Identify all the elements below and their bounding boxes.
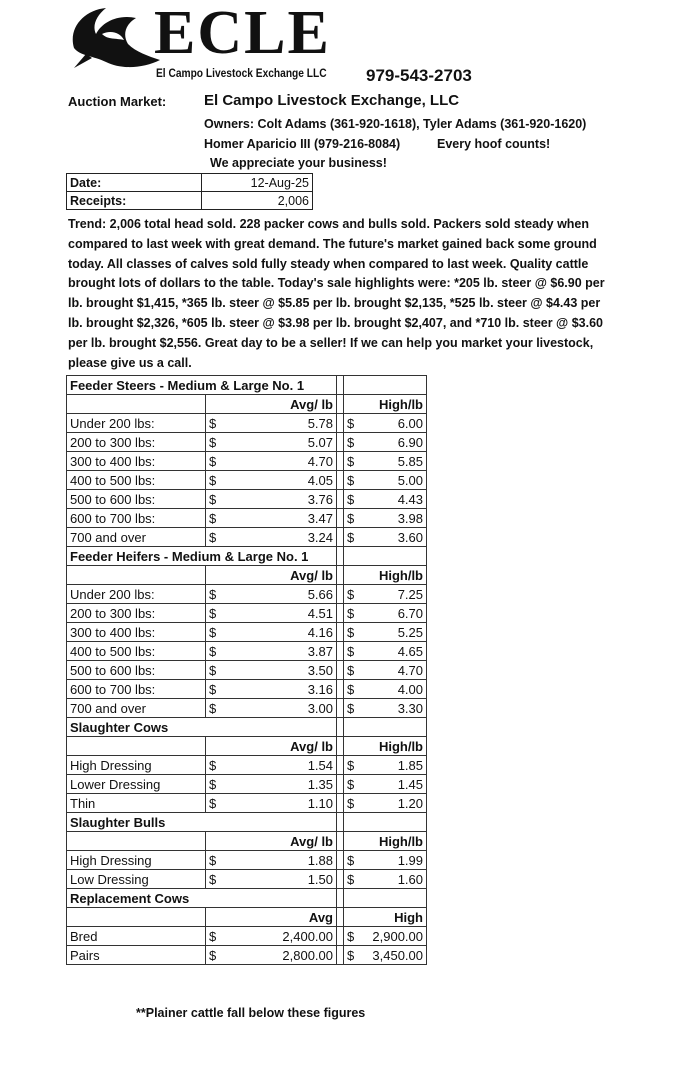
dollar-sign: $: [347, 510, 355, 526]
section-title: Feeder Heifers - Medium & Large No. 1: [67, 547, 337, 566]
footnote: **Plainer cattle fall below these figures: [136, 1006, 366, 1020]
high-price-cell: [344, 680, 427, 699]
avg-header: Avg: [206, 908, 337, 927]
avg-price-cell: [206, 414, 337, 433]
spacer-cell: [337, 395, 344, 414]
avg-price: 4.05: [307, 472, 333, 488]
high-price: 5.85: [397, 453, 423, 469]
date-label: Date:: [67, 174, 202, 192]
high-header: High/lb: [344, 395, 427, 414]
table-row: [67, 775, 427, 794]
dollar-sign: $: [347, 529, 355, 545]
spacer-cell: [337, 433, 344, 452]
high-price-cell: [344, 623, 427, 642]
column-header-row: [67, 566, 427, 585]
avg-price-cell: [206, 927, 337, 946]
spacer-cell: [337, 699, 344, 718]
avg-price: 1.10: [307, 795, 333, 811]
high-price-cell: [344, 775, 427, 794]
weight-class-label: 200 to 300 lbs:: [67, 604, 206, 623]
section-title-row: [67, 718, 427, 737]
auction-market-label: Auction Market:: [68, 94, 167, 109]
avg-price-cell: [206, 699, 337, 718]
spacer-cell: [337, 471, 344, 490]
weight-class-label: 700 and over: [67, 528, 206, 547]
avg-price-cell: [206, 528, 337, 547]
section-title: Slaughter Bulls: [67, 813, 337, 832]
spacer-cell: [337, 908, 344, 927]
high-price-cell: [344, 471, 427, 490]
table-row: [67, 756, 427, 775]
dollar-sign: $: [347, 491, 355, 507]
high-price: 7.25: [397, 586, 423, 602]
high-price: 5.00: [397, 472, 423, 488]
spacer-cell: [337, 813, 344, 832]
high-price-cell: [344, 661, 427, 680]
tagline: Every hoof counts!: [437, 137, 551, 151]
section-title-row: [67, 547, 427, 566]
market-trend-text: Trend: 2,006 total head sold. 228 packer cows and bulls sold. Packers sold steady when compared to last week with great demand. The future's market gained back some ground today. All classes of calves sold fully steady when compared to last week. Quality cattle brought lots of dollars to the table. Today's sale highlights were: *205 lb. steer @ $6.90 per lb. brought $1,415, *365 lb. steer @ $5.85 per lb. brought $2,135, *525 lb. steer @ $4.43 per lb. brought $2,326, *605 lb. steer @ $3.98 per lb. brought $2,407, and *710 lb. steer @ $3.60 per lb. brought $2,556. Great day to be a seller! If we can help you market your livestock, please give us a call.: [68, 217, 605, 370]
dollar-sign: $: [209, 776, 217, 792]
weight-class-label: 200 to 300 lbs:: [67, 433, 206, 452]
avg-price-cell: [206, 870, 337, 889]
weight-class-label: Low Dressing: [67, 870, 206, 889]
market-name: El Campo Livestock Exchange, LLC: [204, 92, 460, 109]
avg-price: 3.76: [307, 491, 333, 507]
spacer-cell: [337, 376, 344, 395]
avg-price: 1.88: [307, 852, 333, 868]
column-header-row: [67, 737, 427, 756]
high-price: 3,450.00: [372, 947, 423, 963]
owners-line-2: Homer Aparicio III (979-216-8084): [204, 137, 401, 151]
weight-class-label: Under 200 lbs:: [67, 414, 206, 433]
spacer-cell: [337, 604, 344, 623]
weight-class-label: 700 and over: [67, 699, 206, 718]
avg-price: 1.54: [307, 757, 333, 773]
avg-header: Avg/ lb: [206, 566, 337, 585]
weight-class-label: 500 to 600 lbs:: [67, 661, 206, 680]
high-header: High: [344, 908, 427, 927]
high-price-cell: [344, 642, 427, 661]
avg-price-cell: [206, 490, 337, 509]
dollar-sign: $: [209, 700, 217, 716]
high-header: High/lb: [344, 737, 427, 756]
spacer-cell: [337, 946, 344, 965]
avg-price-cell: [206, 661, 337, 680]
avg-price: 4.16: [307, 624, 333, 640]
avg-price-cell: [206, 433, 337, 452]
high-price: 3.60: [397, 529, 423, 545]
table-row: [67, 623, 427, 642]
high-price: 1.85: [397, 757, 423, 773]
spacer-cell: [337, 547, 344, 566]
high-price: 1.60: [397, 871, 423, 887]
empty-cell: [67, 832, 206, 851]
spacer-cell: [337, 832, 344, 851]
avg-price-cell: [206, 623, 337, 642]
spacer-cell: [337, 794, 344, 813]
table-row: [67, 794, 427, 813]
dollar-sign: $: [209, 852, 217, 868]
dollar-sign: $: [347, 700, 355, 716]
high-price-cell: [344, 585, 427, 604]
receipts-label: Receipts:: [67, 192, 202, 210]
high-price: 4.43: [397, 491, 423, 507]
sale-info-table: [66, 173, 313, 210]
spacer-cell: [337, 870, 344, 889]
dollar-sign: $: [209, 757, 217, 773]
high-price: 1.99: [397, 852, 423, 868]
high-price-cell: [344, 509, 427, 528]
date-row: [67, 174, 313, 192]
dollar-sign: $: [209, 491, 217, 507]
table-row: [67, 452, 427, 471]
table-row: [67, 509, 427, 528]
section-title-row: [67, 889, 427, 908]
avg-price-cell: [206, 794, 337, 813]
spacer-cell: [337, 414, 344, 433]
table-row: [67, 927, 427, 946]
empty-cell: [344, 376, 427, 395]
section-title: Feeder Steers - Medium & Large No. 1: [67, 376, 337, 395]
high-header: High/lb: [344, 566, 427, 585]
weight-class-label: Pairs: [67, 946, 206, 965]
spacer-cell: [337, 756, 344, 775]
high-price: 6.90: [397, 434, 423, 450]
dollar-sign: $: [209, 624, 217, 640]
empty-cell: [67, 395, 206, 414]
high-price: 4.65: [397, 643, 423, 659]
dollar-sign: $: [347, 605, 355, 621]
spacer-cell: [337, 718, 344, 737]
table-row: [67, 490, 427, 509]
avg-price: 3.87: [307, 643, 333, 659]
empty-cell: [344, 718, 427, 737]
weight-class-label: 600 to 700 lbs:: [67, 680, 206, 699]
spacer-cell: [337, 927, 344, 946]
dollar-sign: $: [347, 681, 355, 697]
dollar-sign: $: [347, 871, 355, 887]
table-row: [67, 680, 427, 699]
weight-class-label: Lower Dressing: [67, 775, 206, 794]
high-price: 1.45: [397, 776, 423, 792]
high-price-cell: [344, 604, 427, 623]
table-row: [67, 528, 427, 547]
dollar-sign: $: [347, 757, 355, 773]
dollar-sign: $: [209, 928, 217, 944]
high-price: 4.00: [397, 681, 423, 697]
phone-number: 979-543-2703: [366, 66, 472, 85]
table-row: [67, 471, 427, 490]
dollar-sign: $: [209, 605, 217, 621]
dollar-sign: $: [347, 415, 355, 431]
dollar-sign: $: [347, 624, 355, 640]
high-price-cell: [344, 870, 427, 889]
dollar-sign: $: [209, 947, 217, 963]
spacer-cell: [337, 452, 344, 471]
avg-price-cell: [206, 946, 337, 965]
dollar-sign: $: [347, 453, 355, 469]
column-header-row: [67, 832, 427, 851]
avg-header: Avg/ lb: [206, 395, 337, 414]
dollar-sign: $: [347, 586, 355, 602]
empty-cell: [67, 908, 206, 927]
spacer-cell: [337, 775, 344, 794]
spacer-cell: [337, 566, 344, 585]
high-header: High/lb: [344, 832, 427, 851]
high-price-cell: [344, 528, 427, 547]
dollar-sign: $: [347, 434, 355, 450]
weight-class-label: 500 to 600 lbs:: [67, 490, 206, 509]
high-price-cell: [344, 946, 427, 965]
receipts-row: [67, 192, 313, 210]
high-price: 1.20: [397, 795, 423, 811]
dollar-sign: $: [209, 871, 217, 887]
high-price-cell: [344, 794, 427, 813]
high-price-cell: [344, 756, 427, 775]
high-price-cell: [344, 452, 427, 471]
spacer-cell: [337, 509, 344, 528]
avg-price: 3.00: [307, 700, 333, 716]
avg-price: 2,400.00: [282, 928, 333, 944]
high-price: 2,900.00: [372, 928, 423, 944]
dollar-sign: $: [209, 529, 217, 545]
section-title-row: [67, 813, 427, 832]
avg-price: 5.66: [307, 586, 333, 602]
high-price-cell: [344, 414, 427, 433]
table-row: [67, 661, 427, 680]
dollar-sign: $: [209, 453, 217, 469]
dollar-sign: $: [209, 643, 217, 659]
avg-price-cell: [206, 642, 337, 661]
high-price-cell: [344, 490, 427, 509]
weight-class-label: 300 to 400 lbs:: [67, 623, 206, 642]
table-row: [67, 870, 427, 889]
section-title: Slaughter Cows: [67, 718, 337, 737]
avg-price-cell: [206, 471, 337, 490]
section-title: Replacement Cows: [67, 889, 337, 908]
spacer-cell: [337, 889, 344, 908]
spacer-cell: [337, 490, 344, 509]
table-row: [67, 851, 427, 870]
column-header-row: [67, 908, 427, 927]
weight-class-label: High Dressing: [67, 756, 206, 775]
high-price: 3.98: [397, 510, 423, 526]
high-price: 5.25: [397, 624, 423, 640]
avg-price-cell: [206, 756, 337, 775]
dollar-sign: $: [209, 662, 217, 678]
avg-price-cell: [206, 509, 337, 528]
avg-price-cell: [206, 604, 337, 623]
high-price: 6.70: [397, 605, 423, 621]
avg-price-cell: [206, 585, 337, 604]
spacer-cell: [337, 680, 344, 699]
dollar-sign: $: [347, 662, 355, 678]
spacer-cell: [337, 623, 344, 642]
receipts-value: 2,006: [202, 192, 313, 210]
weight-class-label: 600 to 700 lbs:: [67, 509, 206, 528]
appreciation-text: We appreciate your business!: [210, 156, 387, 170]
high-price-cell: [344, 851, 427, 870]
spacer-cell: [337, 585, 344, 604]
dollar-sign: $: [209, 586, 217, 602]
empty-cell: [344, 547, 427, 566]
dollar-sign: $: [209, 472, 217, 488]
high-price: 3.30: [397, 700, 423, 716]
spacer-cell: [337, 661, 344, 680]
dollar-sign: $: [209, 795, 217, 811]
table-row: [67, 604, 427, 623]
avg-price: 5.07: [307, 434, 333, 450]
dollar-sign: $: [347, 928, 355, 944]
empty-cell: [67, 737, 206, 756]
bull-head-icon: [66, 4, 166, 74]
dollar-sign: $: [347, 472, 355, 488]
table-row: [67, 414, 427, 433]
avg-price: 3.50: [307, 662, 333, 678]
avg-price-cell: [206, 851, 337, 870]
weight-class-label: 300 to 400 lbs:: [67, 452, 206, 471]
dollar-sign: $: [347, 795, 355, 811]
ecle-logo: [66, 0, 356, 84]
spacer-cell: [337, 737, 344, 756]
table-row: [67, 642, 427, 661]
table-row: [67, 433, 427, 452]
avg-price: 2,800.00: [282, 947, 333, 963]
high-price-cell: [344, 433, 427, 452]
avg-header: Avg/ lb: [206, 832, 337, 851]
date-value: 12-Aug-25: [202, 174, 313, 192]
weight-class-label: Bred: [67, 927, 206, 946]
avg-price-cell: [206, 775, 337, 794]
weight-class-label: 400 to 500 lbs:: [67, 642, 206, 661]
weight-class-label: Thin: [67, 794, 206, 813]
empty-cell: [67, 566, 206, 585]
dollar-sign: $: [209, 510, 217, 526]
avg-price-cell: [206, 680, 337, 699]
avg-price: 1.50: [307, 871, 333, 887]
spacer-cell: [337, 528, 344, 547]
dollar-sign: $: [209, 415, 217, 431]
dollar-sign: $: [209, 681, 217, 697]
price-table: [66, 375, 427, 965]
avg-header: Avg/ lb: [206, 737, 337, 756]
weight-class-label: Under 200 lbs:: [67, 585, 206, 604]
owners-line-1: Owners: Colt Adams (361-920-1618), Tyler Adams (361-920-1620): [204, 117, 587, 131]
logo-text: ECLE: [154, 0, 331, 67]
avg-price-cell: [206, 452, 337, 471]
weight-class-label: 400 to 500 lbs:: [67, 471, 206, 490]
spacer-cell: [337, 642, 344, 661]
table-row: [67, 699, 427, 718]
high-price: 6.00: [397, 415, 423, 431]
column-header-row: [67, 395, 427, 414]
avg-price: 1.35: [307, 776, 333, 792]
logo-subtitle: El Campo Livestock Exchange LLC: [156, 66, 327, 80]
section-title-row: [67, 376, 427, 395]
dollar-sign: $: [347, 852, 355, 868]
dollar-sign: $: [347, 947, 355, 963]
high-price: 4.70: [397, 662, 423, 678]
table-row: [67, 946, 427, 965]
empty-cell: [344, 813, 427, 832]
avg-price: 4.51: [307, 605, 333, 621]
avg-price: 3.16: [307, 681, 333, 697]
dollar-sign: $: [347, 643, 355, 659]
table-row: [67, 585, 427, 604]
weight-class-label: High Dressing: [67, 851, 206, 870]
avg-price: 5.78: [307, 415, 333, 431]
dollar-sign: $: [347, 776, 355, 792]
empty-cell: [344, 889, 427, 908]
spacer-cell: [337, 851, 344, 870]
avg-price: 3.24: [307, 529, 333, 545]
high-price-cell: [344, 927, 427, 946]
dollar-sign: $: [209, 434, 217, 450]
high-price-cell: [344, 699, 427, 718]
avg-price: 4.70: [307, 453, 333, 469]
avg-price: 3.47: [307, 510, 333, 526]
